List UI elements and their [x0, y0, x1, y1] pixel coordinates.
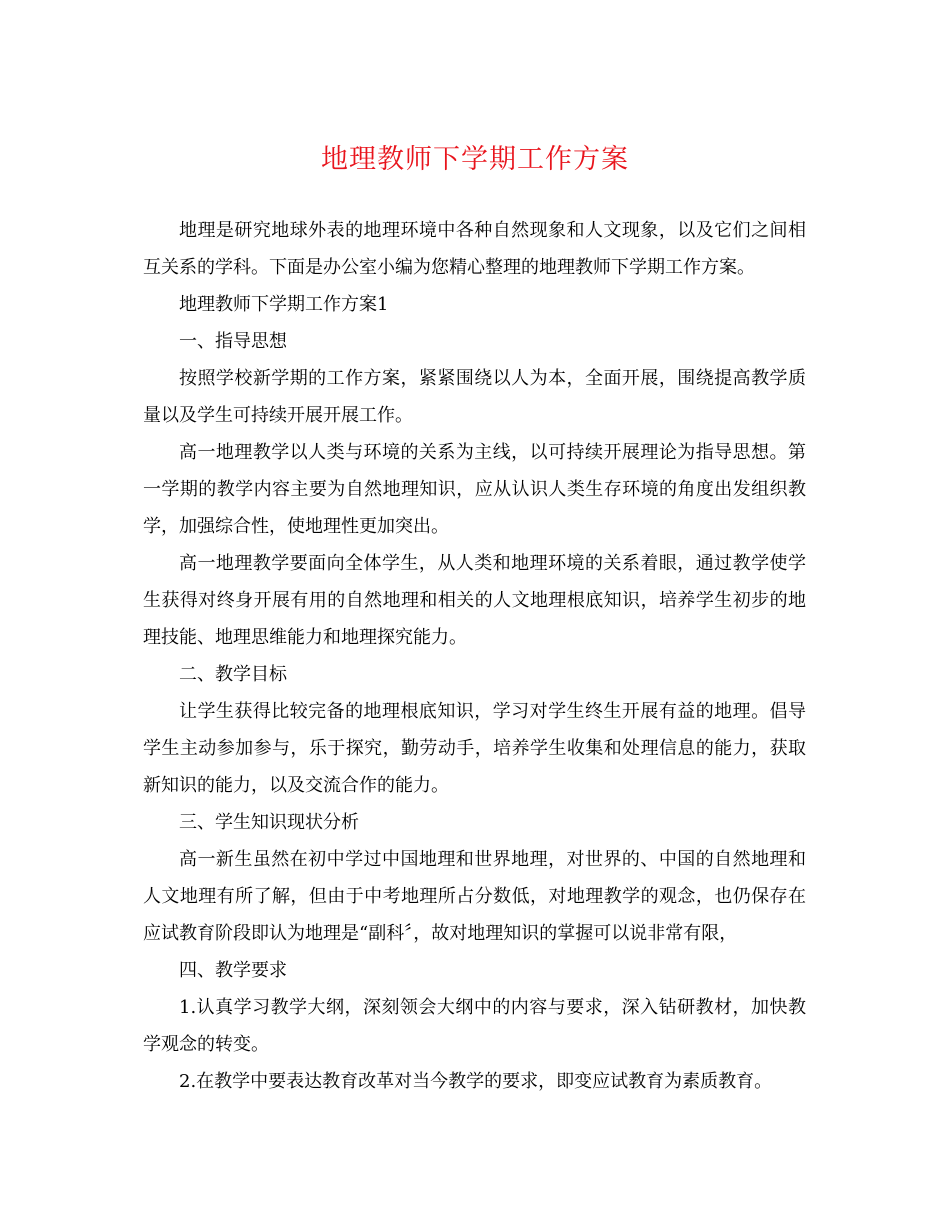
paragraph: 高一地理教学要面向全体学生，从人类和地理环境的关系着眼，通过教学使学生获得对终身开展有用的自然地理和相关的人文地理根底知识，培养学生初步的地理技能、地理思维能力和地理探究能力。 [143, 553, 806, 648]
section-heading-plan-1: 地理教师下学期工作方案1 [179, 294, 389, 315]
paragraph-intro: 地理是研究地球外表的地理环境中各种自然现象和人文现象，以及它们之间相互关系的学科。下面是办公室小编为您精心整理的地理教师下学期工作方案。 [143, 220, 806, 278]
section-heading-teaching-goals: 二、教学目标 [179, 664, 287, 685]
section-heading-guiding-thought: 一、指导思想 [179, 331, 287, 352]
section-heading-student-analysis: 三、学生知识现状分析 [179, 812, 359, 833]
document-body [143, 212, 806, 1100]
paragraph: 高一新生虽然在初中学过中国地理和世界地理，对世界的、中国的自然地理和人文地理有所了解，但由于中考地理所占分数低，对地理教学的观念，也仍保存在应试教育阶段即认为地理是“副科〞，故对地理知识的掌握可以说非常有限， [143, 849, 806, 944]
list-item: 1.认真学习教学大纲，深刻领会大纲中的内容与要求，深入钻研教材，加快教学观念的转变。 [143, 997, 806, 1055]
list-item: 2.在教学中要表达教育改革对当今教学的要求，即变应试教育为素质教育。 [179, 1071, 773, 1092]
document-title: 地理教师下学期工作方案 [321, 144, 629, 175]
paragraph: 按照学校新学期的工作方案，紧紧围绕以人为本，全面开展，围绕提高教学质量以及学生可持续开展开展工作。 [143, 368, 806, 426]
section-heading-teaching-requirements: 四、教学要求 [179, 960, 287, 981]
paragraph: 高一地理教学以人类与环境的关系为主线，以可持续开展理论为指导思想。第一学期的教学内容主要为自然地理知识，应从认识人类生存环境的角度出发组织教学，加强综合性，使地理性更加突出。 [143, 442, 806, 537]
paragraph: 让学生获得比较完备的地理根底知识，学习对学生终生开展有益的地理。倡导学生主动参加参与，乐于探究，勤劳动手，培养学生收集和处理信息的能力，获取新知识的能力，以及交流合作的能力。 [143, 701, 806, 796]
